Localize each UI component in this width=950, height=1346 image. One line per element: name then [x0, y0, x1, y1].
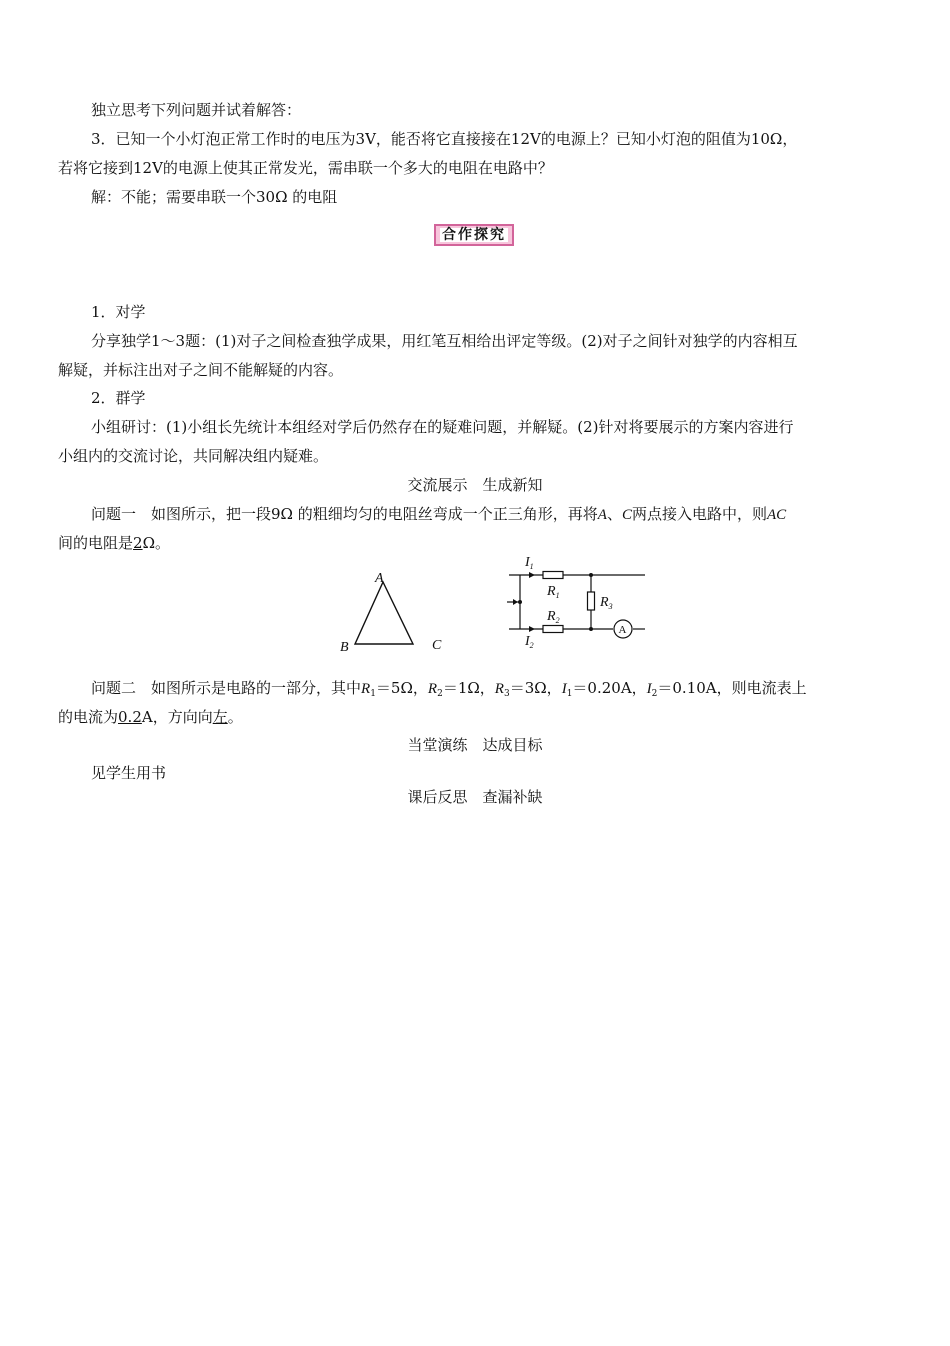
label-i1 [524, 555, 534, 571]
triangle-vertex-a: A [375, 571, 384, 586]
group-study-line-1: 小组研讨：(1)小组长先统计本组经对学后仍然存在的疑难问题，并解疑。(2)针对将要展示的方案内容进行 [91, 418, 794, 436]
intro-text: 独立思考下列问题并试着解答： [91, 101, 302, 119]
i1-value: ＝0.20A， [572, 679, 647, 697]
section-title-exchange: 交流展示 生成新知 [407, 476, 543, 494]
current-i2-arrow [529, 626, 535, 632]
circuit-diagram [505, 552, 655, 652]
resistor-r2 [543, 626, 563, 633]
label-i2 [524, 634, 534, 650]
label-r3-main: R [600, 595, 609, 610]
section-title-reflection: 课后反思 查漏补缺 [407, 788, 543, 806]
group-study-heading: 2．群学 [91, 389, 146, 407]
label-i2-main: I [525, 634, 530, 649]
r3-subscript: 3 [503, 689, 510, 699]
label-r2-main: R [547, 609, 556, 624]
i2-value: ＝0.10A，则电流表上 [657, 679, 807, 697]
problem-2-direction-answer: 左 [212, 708, 228, 726]
resistor-r3 [588, 592, 595, 610]
label-r1-sub: 1 [555, 591, 560, 600]
i2-symbol: I [646, 681, 652, 697]
segment-ac-label: AC [766, 507, 787, 523]
i1-symbol: I [561, 681, 567, 697]
problem-1-separator: 、 [606, 505, 622, 523]
junction-bottom [589, 627, 593, 631]
r2-symbol: R [427, 681, 438, 697]
question-3-line-1: 3．已知一个小灯泡正常工作时的电压为3V，能否将它直接接在12V的电源上？已知小灯泡的阻值为10Ω， [91, 130, 798, 148]
problem-2-line-1 [91, 681, 807, 699]
r2-value: ＝1Ω， [442, 679, 495, 697]
i2-subscript: 2 [651, 689, 658, 699]
current-i1-arrow [529, 572, 535, 578]
label-i1-main: I [525, 555, 530, 570]
r1-value: ＝5Ω， [375, 679, 428, 697]
ammeter-label: A [618, 624, 627, 636]
label-r2-sub: 2 [555, 616, 560, 625]
r2-subscript: 2 [437, 689, 443, 699]
problem-1-text-c: 间的电阻是 [58, 534, 134, 552]
see-student-book: 见学生用书 [91, 764, 167, 782]
label-r3-sub: 3 [608, 602, 613, 611]
problem-1-answer: 2 [133, 534, 143, 552]
i1-subscript: 1 [566, 689, 573, 699]
problem-1-text-a: 问题一 如图所示，把一段9Ω 的粗细均匀的电阻丝弯成一个正三角形，再将 [91, 505, 598, 523]
junction-left [518, 600, 522, 604]
problem-1-text-d: Ω。 [142, 534, 170, 552]
problem-2-text-a: 问题二 如图所示是电路的一部分，其中 [91, 679, 362, 697]
problem-2-text-b: 的电流为 [58, 708, 119, 726]
resistor-r1 [543, 572, 563, 579]
input-current-arrow [513, 599, 518, 605]
point-a-label: A [597, 507, 607, 523]
problem-1-text-b: 两点接入电路中，则 [631, 505, 767, 523]
point-c-label: C [621, 507, 632, 523]
question-3-line-2: 若将它接到12V的电源上使其正常发光，需串联一个多大的电阻在电路中？ [58, 159, 553, 177]
pair-study-heading: 1．对学 [91, 303, 146, 321]
section-badge-cooperation [434, 224, 514, 246]
problem-1-line-1 [91, 507, 786, 523]
label-r1 [546, 584, 560, 600]
label-r1-main: R [547, 584, 556, 599]
r3-symbol: R [494, 681, 504, 697]
problem-2-current-answer: 0.2 [118, 708, 142, 726]
pair-study-line-1: 分享独学1～3题：(1)对子之间检查独学成果，用红笔互相给出评定等级。(2)对子之间针对独学的内容相互 [91, 332, 798, 350]
problem-2-text-d: 。 [227, 708, 243, 726]
label-r3 [599, 595, 613, 611]
group-study-line-2: 小组内的交流讨论，共同解决组内疑难。 [58, 447, 329, 465]
pair-study-line-2: 解疑，并标注出对子之间不能解疑的内容。 [58, 361, 344, 379]
triangle-vertex-b: B [340, 640, 349, 655]
triangle-shape [355, 582, 413, 644]
problem-2-text-c: A，方向向 [141, 708, 213, 726]
junction-top [589, 573, 593, 577]
r1-symbol: R [361, 681, 371, 697]
r1-subscript: 1 [370, 689, 376, 699]
problem-1-line-2 [58, 536, 170, 551]
question-3-answer: 解：不能；需要串联一个30Ω 的电阻 [91, 188, 338, 206]
label-r2 [546, 609, 560, 625]
label-i2-sub: 2 [529, 641, 534, 650]
r3-value: ＝3Ω， [509, 679, 562, 697]
triangle-diagram [330, 565, 450, 655]
problem-2-line-2 [58, 710, 243, 725]
label-i1-sub: 1 [529, 562, 534, 571]
section-badge-label: 合作探究 [442, 227, 506, 243]
section-title-practice: 当堂演练 达成目标 [407, 736, 543, 754]
triangle-vertex-c: C [432, 638, 442, 653]
